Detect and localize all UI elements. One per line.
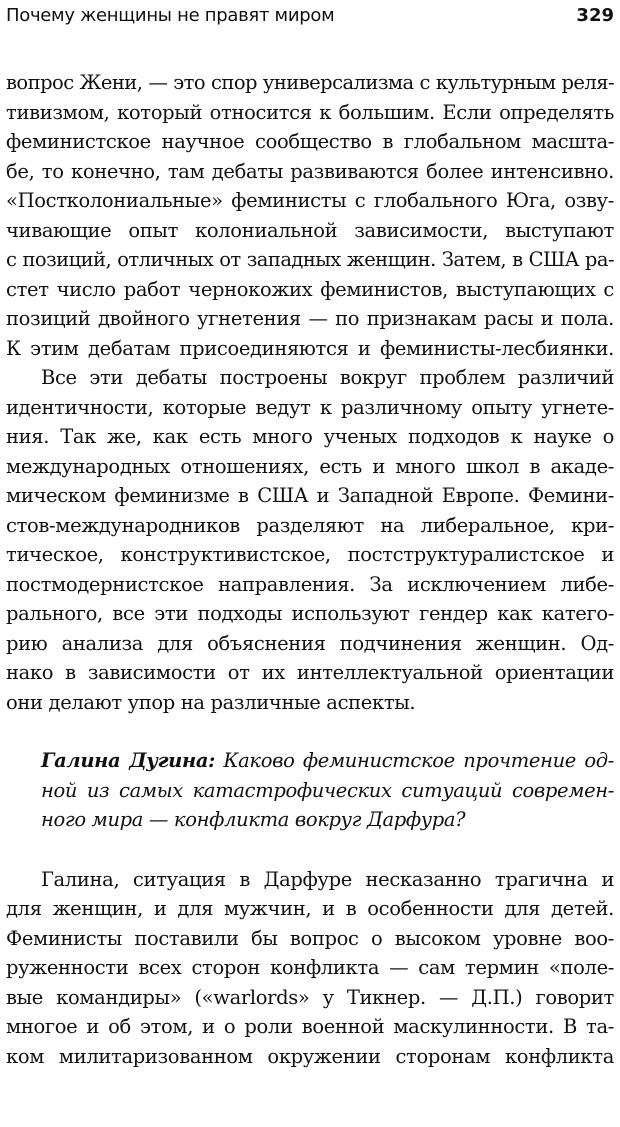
text-line: «Постколониальные» феминисты с глобального Юга, озву- [6,189,614,212]
text-line: мическом феминизме в США и Западной Европе. Фемини- [6,484,614,507]
text-line: тивизмом, который относится к большим. Если определять [6,100,614,124]
text-line: руженности всех сторон конфликта — сам термин «поле- [6,956,614,979]
page-body [6,68,614,1071]
running-head [6,2,614,28]
text-line: ного мира — конфликта вокруг Дарфура? [41,808,466,831]
page-number: 329 [576,4,614,26]
interview-answer [6,865,614,1072]
text-line: тическое, конструктивистское, постструктуралистское и [6,543,614,566]
paragraph-1 [6,68,614,363]
text-line: К этим дебатам присоединяются и феминисты-лесбиянки. [6,336,614,360]
running-title: Почему женщины не правят миром [6,4,335,26]
text-line: вые командиры» («warlords» у Тикнер. — Д.П.) говорит [6,985,614,1009]
text-line: для женщин, и для мужчин, и в особенности для детей. [6,897,614,920]
text-line: идентичности, которые ведут к различному опыту угнете- [6,395,614,419]
text-line: чивающие опыт колониальной зависимости, выступают [6,218,614,242]
text-line: феминистское научное сообщество в глобальном масшта- [6,130,614,153]
text-line: многое и об этом, и о роли военной маскулинности. В та- [6,1015,614,1038]
text-line: стет число работ чернокожих феминистов, выступающих с [6,277,614,301]
text-line: бе, то конечно, там дебаты развиваются более интенсивно. [6,159,614,183]
text-line: Все эти дебаты построены вокруг проблем различий [41,366,614,389]
text-line: Галина, ситуация в Дарфуре несказанно трагична и [41,867,614,891]
paragraph-2 [6,363,614,717]
text-line: они делают упор на различные аспекты. [6,690,416,714]
text-line: вопрос Жени, — это спор универсализма с культурным реля- [6,71,614,94]
interview-question [6,746,614,835]
text-line: рального, все эти подходы используют гендер как катего- [6,602,614,625]
text-line: ком милитаризованном окружении сторонам конфликта [6,1044,614,1068]
text-line: международных отношениях, есть и много школ в акаде- [6,454,614,478]
question-first-line [6,746,614,776]
text-line: нако в зависимости от их интеллектуальной ориентации [6,661,614,684]
text-line: стов-международников разделяют на либеральное, кри- [6,513,614,537]
text-line: позиций двойного угнетения — по признакам расы и пола. [6,307,614,330]
text-line: рию анализа для объяснения подчинения женщин. Од- [6,631,614,655]
text-line: с позиций, отличных от западных женщин. Затем, в США ра- [6,248,614,271]
text-line: постмодернистское направления. За исключением либе- [6,572,614,596]
question-text: Каково феминистское прочтение од- [215,749,614,772]
text-line: ния. Так же, как есть много ученых подходов к науке о [6,425,614,448]
text-line: Феминисты поставили бы вопрос о высоком уровне воо- [6,926,614,950]
text-line: ной из самых катастрофических ситуаций современ- [41,778,614,802]
question-speaker: Галина Дугина: [41,749,216,772]
